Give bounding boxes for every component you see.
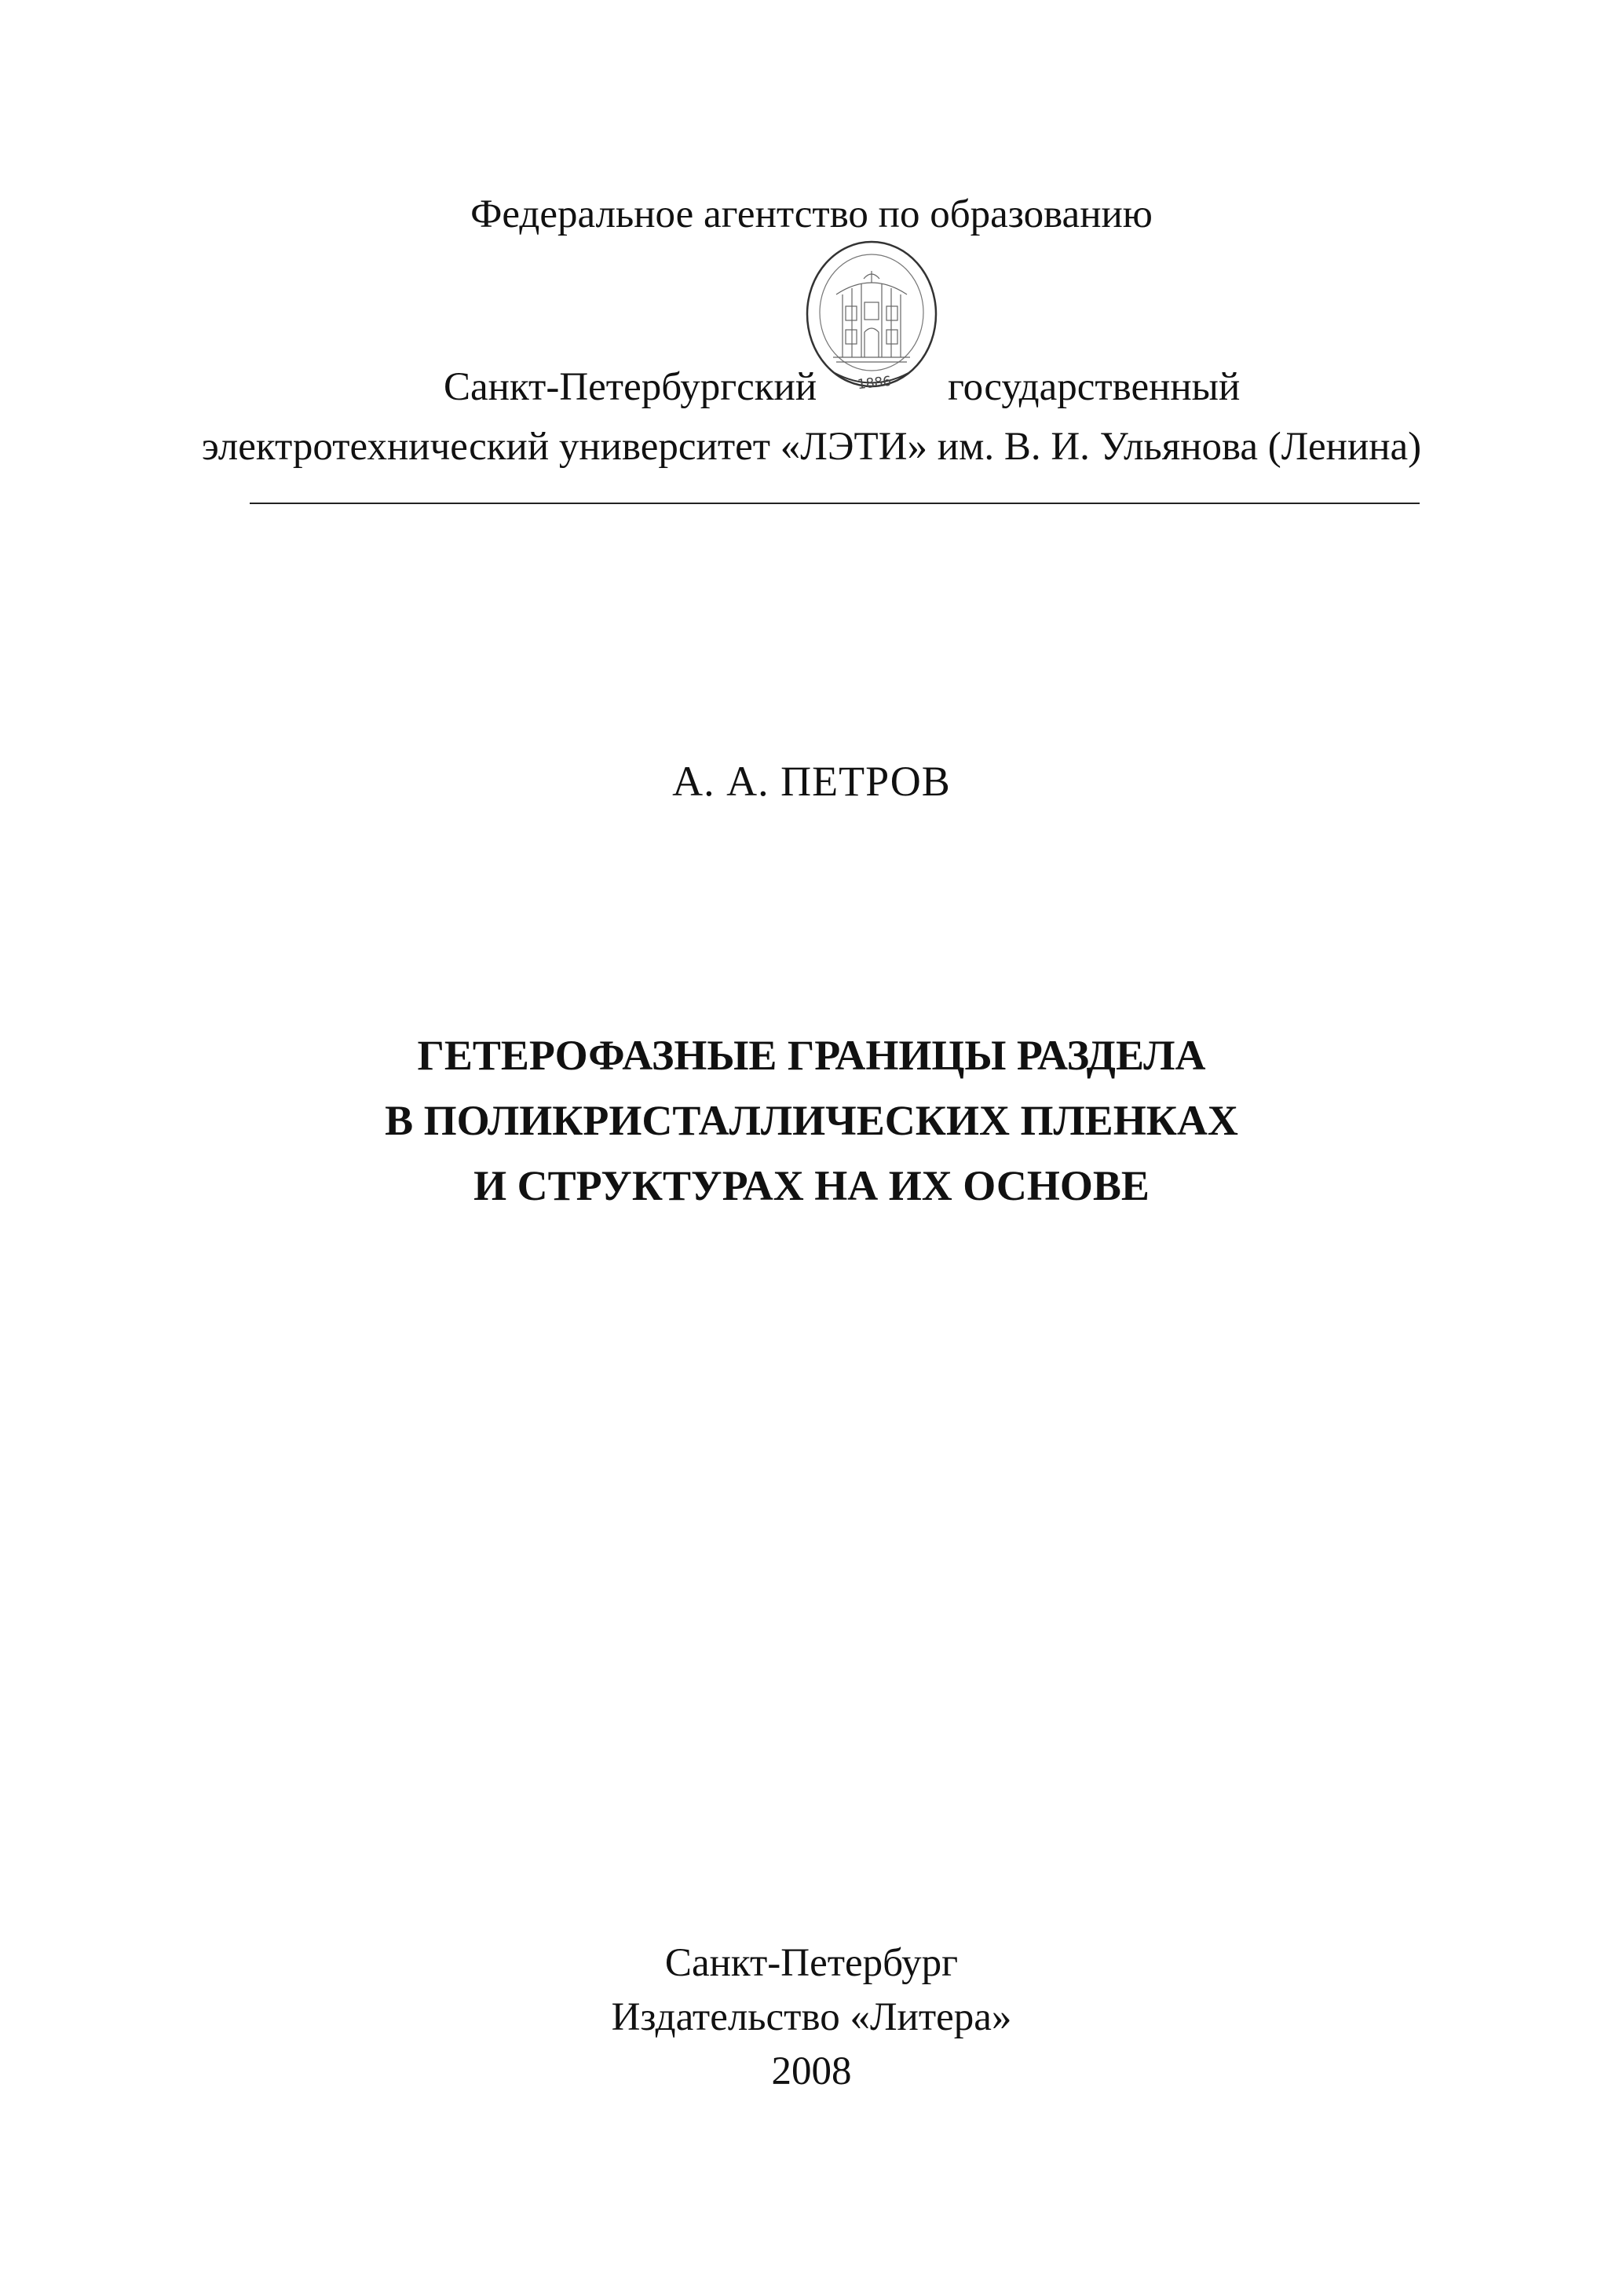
header-divider xyxy=(250,503,1420,504)
title-line-1: ГЕТЕРОФАЗНЫЕ ГРАНИЦЫ РАЗДЕЛА xyxy=(417,1032,1206,1079)
university-name-right: государственный xyxy=(948,365,1241,409)
imprint xyxy=(0,1936,1623,2099)
agency-name: Федеральное агентство по образованию xyxy=(470,192,1153,236)
imprint-city: Санкт-Петербург xyxy=(664,1941,959,1985)
book-title xyxy=(0,1023,1623,1219)
title-line-3: И СТРУКТУРАХ НА ИХ ОСНОВЕ xyxy=(473,1162,1150,1209)
title-line-2: В ПОЛИКРИСТАЛЛИЧЕСКИХ ПЛЕНКАХ xyxy=(385,1097,1238,1144)
university-name-line2: электротехнический университет «ЛЭТИ» им. В. И. Ульянова (Ленина) xyxy=(201,425,1422,469)
author-name: А. А. ПЕТРОВ xyxy=(672,758,951,805)
imprint-publisher: Издательство «Литера» xyxy=(611,1995,1012,2039)
university-seal-logo xyxy=(805,239,938,397)
seal-year: 1886 xyxy=(857,373,893,393)
imprint-year: 2008 xyxy=(771,2049,852,2093)
university-name-left: Санкт-Петербургский xyxy=(444,365,817,409)
